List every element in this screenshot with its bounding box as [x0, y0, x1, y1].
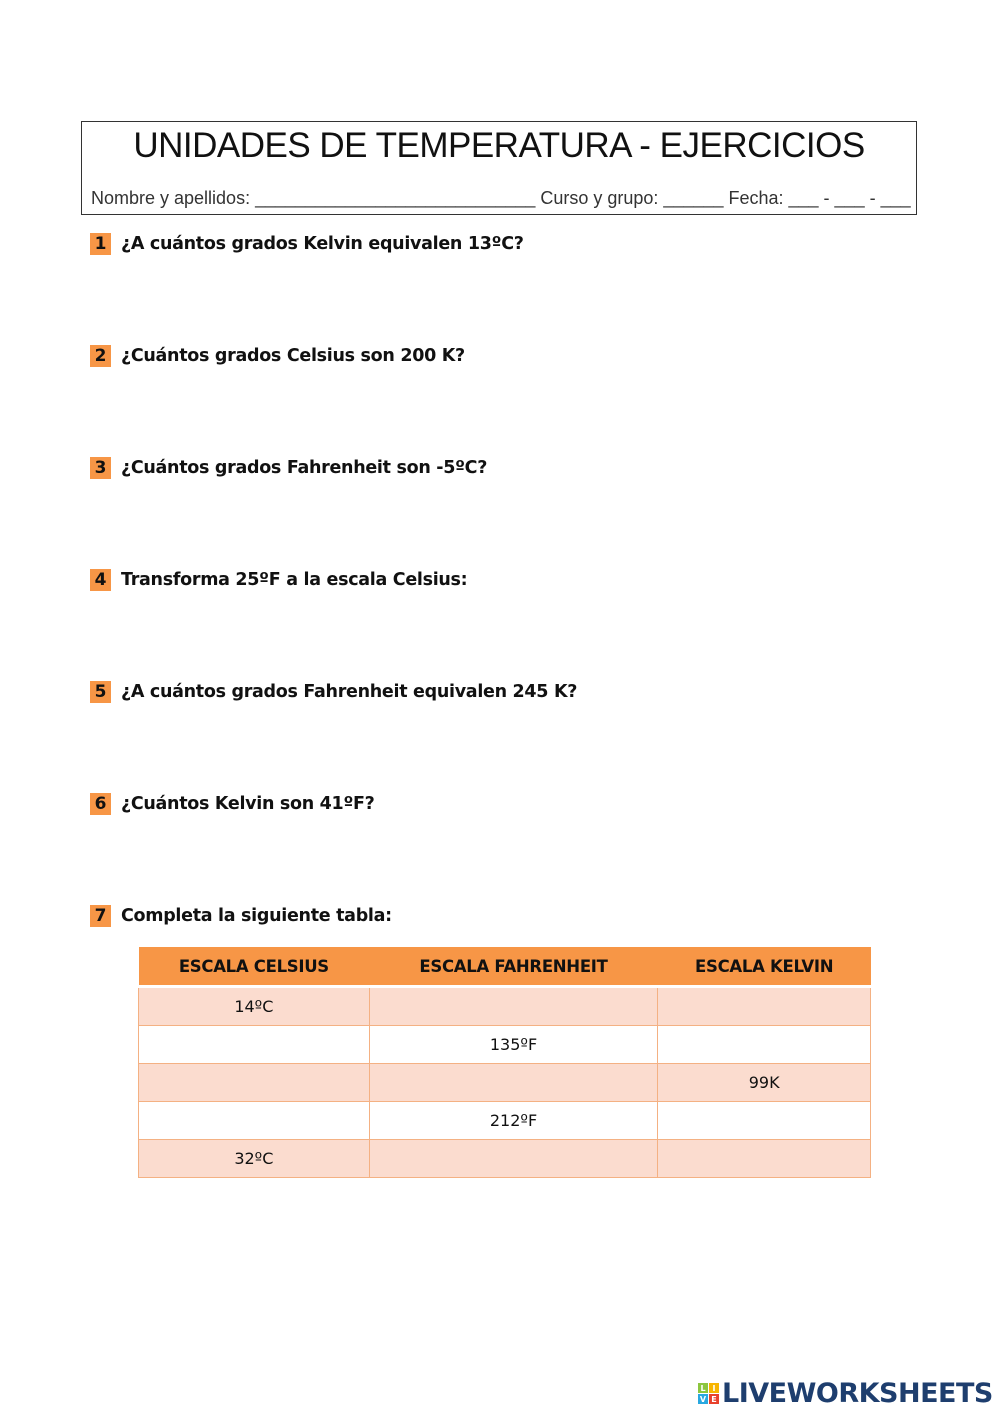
question-text: ¿A cuántos grados Kelvin equivalen 13ºC?	[121, 234, 524, 254]
cell-kelvin[interactable]	[658, 1026, 871, 1064]
question-7	[90, 904, 392, 928]
header-kelvin: ESCALA KELVIN	[658, 947, 871, 987]
question-4	[90, 568, 467, 592]
table-row	[139, 987, 871, 1026]
logo-text: LIVEWORKSHEETS	[722, 1378, 993, 1409]
cell-kelvin: 99K	[658, 1064, 871, 1102]
question-2	[90, 344, 465, 368]
question-number: 1	[90, 233, 111, 255]
logo-block: E	[709, 1394, 719, 1404]
table-row	[139, 1102, 871, 1140]
student-info-fields[interactable]: Nombre y apellidos: ____________________________ Curso y grupo: ______ Fecha: ___ - ___ - ___	[91, 188, 911, 208]
cell-kelvin[interactable]	[658, 1102, 871, 1140]
liveworksheets-logo[interactable]	[698, 1378, 993, 1409]
cell-kelvin[interactable]	[658, 987, 871, 1026]
question-number: 6	[90, 793, 111, 815]
question-number: 4	[90, 569, 111, 591]
cell-kelvin[interactable]	[658, 1140, 871, 1178]
question-text: ¿A cuántos grados Fahrenheit equivalen 245 K?	[121, 682, 578, 702]
logo-block: I	[709, 1383, 719, 1393]
question-number: 2	[90, 345, 111, 367]
table-header-row	[139, 947, 871, 987]
question-number: 5	[90, 681, 111, 703]
question-text: ¿Cuántos Kelvin son 41ºF?	[121, 794, 375, 814]
logo-block: V	[699, 1394, 707, 1404]
question-number: 7	[90, 905, 111, 927]
question-number: 3	[90, 457, 111, 479]
question-text: ¿Cuántos grados Celsius son 200 K?	[121, 346, 465, 366]
table-row	[139, 1140, 871, 1178]
question-1	[90, 232, 524, 256]
header-fahrenheit: ESCALA FAHRENHEIT	[369, 947, 658, 987]
table-row	[139, 1064, 871, 1102]
cell-fahrenheit[interactable]	[369, 1140, 658, 1178]
question-text: ¿Cuántos grados Fahrenheit son -5ºC?	[121, 458, 488, 478]
question-5	[90, 680, 577, 704]
cell-fahrenheit[interactable]	[369, 987, 658, 1026]
cell-celsius[interactable]	[139, 1064, 370, 1102]
cell-celsius: 14ºC	[139, 987, 370, 1026]
cell-fahrenheit[interactable]	[369, 1064, 658, 1102]
logo-blocks-icon	[698, 1383, 719, 1404]
conversion-table	[138, 947, 871, 1178]
cell-fahrenheit: 135ºF	[369, 1026, 658, 1064]
question-6	[90, 792, 375, 816]
question-text: Transforma 25ºF a la escala Celsius:	[121, 570, 468, 590]
cell-celsius[interactable]	[139, 1102, 370, 1140]
header-celsius: ESCALA CELSIUS	[139, 947, 370, 987]
question-3	[90, 456, 487, 480]
question-text: Completa la siguiente tabla:	[121, 906, 392, 926]
cell-fahrenheit: 212ºF	[369, 1102, 658, 1140]
cell-celsius: 32ºC	[139, 1140, 370, 1178]
cell-celsius[interactable]	[139, 1026, 370, 1064]
header-box	[81, 121, 917, 215]
logo-block: L	[698, 1383, 708, 1393]
table-row	[139, 1026, 871, 1064]
page-title: UNIDADES DE TEMPERATURA - EJERCICIOS	[133, 126, 865, 165]
